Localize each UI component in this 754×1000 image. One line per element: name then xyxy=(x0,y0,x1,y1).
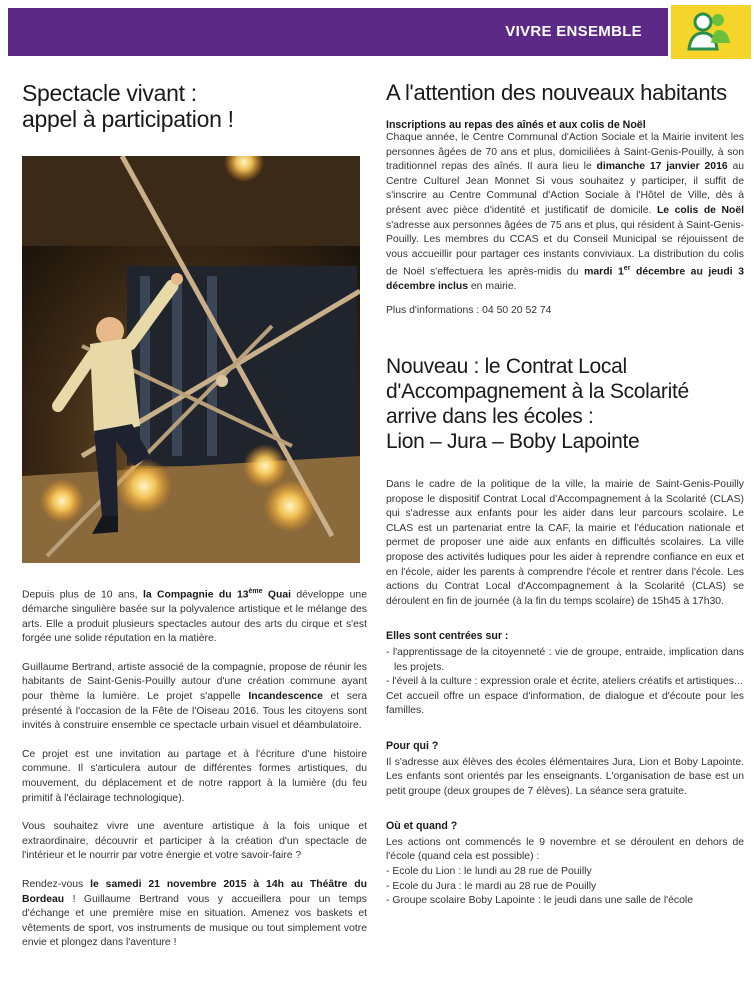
list-item: - l'apprentissage de la citoyenneté : vie de groupe, entraide, implication dans les projets. xyxy=(386,646,744,675)
text-run: au Centre Culturel Jean Monnet Si vous souhaitez y participer, il suffit de s'inscrire au Centre Communal d'Action Sociale à l'Hôtel de Ville, dès à présent avec pièce d'identité et justificatif de domicile. xyxy=(386,161,744,216)
list-item: - l'éveil à la culture : expression orale et écrite, ateliers créatifs et artistiques... xyxy=(386,675,744,690)
text-run: s'adresse aux personnes âgées de 75 ans et plus, qui résident à Saint-Genis-Pouilly. Les membres du CCAS et du Conseil Municipal se réjouissent de vous accueillir pour partager ces instants conviviaux. La distribution du colis de Noël s'effectuera les après-midis du xyxy=(386,219,744,278)
title-line: d'Accompagnement à la Scolarité xyxy=(386,380,689,403)
project-name: Incandescence xyxy=(248,691,323,703)
clas-body xyxy=(386,478,744,909)
list-item: - Ecole du Lion : le lundi au 28 rue de Pouilly xyxy=(386,865,744,880)
paragraph xyxy=(22,661,367,734)
paragraph: Vous souhaitez vivre une aventure artistique à la fois unique et extraordinaire, découvrir et participer à la création d'un spectacle de l'intérieur et le nourrir par votre énergie et votre savoir-faire ? xyxy=(22,821,367,862)
title-line: Nouveau : le Contrat Local xyxy=(386,355,627,378)
paragraph: Il s'adresse aux élèves des écoles élémentaires Jura, Lion et Boby Lapointe. Les enfants sont orientés par les enseignants. L'organisation de base est un petit groupe (deux groupes de 7 élèves). La séance sera gratuite. xyxy=(386,756,744,797)
paragraph xyxy=(22,878,367,951)
section-icon-box xyxy=(671,5,751,59)
title-line: Spectacle vivant : xyxy=(22,80,197,106)
subheading: Elles sont centrées sur : xyxy=(386,630,509,643)
right-column xyxy=(386,62,744,1000)
title-line: appel à participation ! xyxy=(22,106,234,132)
article-title-spectacle xyxy=(22,80,367,132)
title-line: Lion – Jura – Boby Lapointe xyxy=(386,430,640,453)
company-name: la Compagnie du 13 xyxy=(142,589,249,601)
habitants-body xyxy=(386,131,744,295)
paragraph: Ce projet est une invitation au partage et à l'écriture d'une histoire commune. Il s'articulera autour de différentes formes artistiques, du mouvement, du déplacement et de notre rapport à la lumière (du feu primitif à l'éclairage technologique). xyxy=(22,748,367,804)
contact-phone: Plus d'informations : 04 50 20 52 74 xyxy=(386,305,552,316)
performer-photo xyxy=(22,156,360,563)
distribution-date-end: décembre au jeudi 3 décembre inclus xyxy=(386,266,744,293)
article-title-habitants: A l'attention des nouveaux habitants xyxy=(386,80,727,105)
text-run: Depuis plus de 10 ans, xyxy=(22,589,143,601)
event-date: dimanche 17 janvier 2016 xyxy=(596,161,728,173)
company-name-end: Quai xyxy=(262,589,291,601)
list-ou xyxy=(386,865,744,909)
superscript: ème xyxy=(248,588,263,595)
spectacle-body xyxy=(22,585,367,951)
paragraph: Cet accueil offre un espace d'information, de dialogue et d'écoute pour les familles. xyxy=(386,690,744,717)
subheading: Pour qui ? xyxy=(386,739,439,752)
title-line: arrive dans les écoles : xyxy=(386,405,594,428)
list-item: - Groupe scolaire Boby Lapointe : le jeudi dans une salle de l'école xyxy=(386,894,744,909)
text-run: ! Guillaume Bertrand vous y accueillera pour un temps d'échange et une première mise en situation. Amenez vos baskets et vêtements de sport, vos instruments de musique ou tout simplement votre envie et plongez dans l'aventure ! xyxy=(22,893,367,949)
subheading: Où et quand ? xyxy=(386,820,458,833)
colis-label: Le colis de Noël xyxy=(656,204,745,216)
section-bar xyxy=(8,8,668,56)
article-title-clas xyxy=(386,354,744,454)
text-run: Rendez-vous xyxy=(22,878,91,890)
list-item: - Ecole du Jura : le mardi au 28 rue de Pouilly xyxy=(386,880,744,895)
text-run: et sera présenté à l'occasion de la Fête de l'Oiseau 2016. Tous les citoyens sont invités à construire ensemble ce spectacle urbain visuel et déambulatoire. xyxy=(22,691,367,732)
paragraph xyxy=(22,585,367,647)
performer-photo-drawing xyxy=(22,156,360,563)
event-date: le samedi 21 novembre 2015 à 14h au Théâtre du Bordeau xyxy=(22,878,367,905)
text-run: développe une démarche singulière basée sur la polyvalence artistique et le mélange des arts. Elle a produit plusieurs spectacles autour des arts du cirque et s'est forgée une solide réputation en la matière. xyxy=(22,589,367,645)
paragraph xyxy=(386,131,744,295)
distribution-date: mardi 1 xyxy=(584,266,624,278)
text-run: Chaque année, le Centre Communal d'Action Sociale et la Mairie invitent les personnes âgées de 70 ans et plus, domiciliées à Saint-Genis-Pouilly, à son traditionnel repas des aînés. Il aura lieu le xyxy=(386,132,744,173)
paragraph: Les actions ont commencés le 9 novembre et se déroulent en dehors de l'école (quand cela est possible) : xyxy=(386,836,744,863)
section-label: VIVRE ENSEMBLE xyxy=(505,23,642,40)
page-header xyxy=(0,0,754,62)
list-centrees xyxy=(386,646,744,690)
people-icon xyxy=(685,9,735,55)
text-run: en mairie. xyxy=(468,281,517,293)
left-column xyxy=(22,62,367,1000)
subheading: Inscriptions au repas des aînés et aux colis de Noël xyxy=(386,119,646,131)
superscript: er xyxy=(623,265,631,273)
paragraph: Dans le cadre de la politique de la ville, la mairie de Saint-Genis-Pouilly propose le dispositif Contrat Local d'Accompagnement à la Scolarité (CLAS) qui s'adresse aux enfants pour les aider dans leur parcours scolaire. Le CLAS est un partenariat entre la CAF, la mairie et l'éducation nationale et permet de proposer une aide aux enfants en difficultés scolaires. La ville propose des activités ludiques pour les aider à reprendre confiance en eux et en l'école, aider les parents à comprendre l'école et rentrer dans l'école. Les actions du Contrat Local d'Accompagnement à la Scolarité (CLAS) se déroulent en fin de journée (à la fin du temps scolaire) de 15h45 à 17h30. xyxy=(386,479,744,607)
text-run: Guillaume Bertrand, artiste associé de la compagnie, propose de réunir les habitants de Saint-Genis-Pouilly autour d'une création commune ayant pour thème la lumière. Le projet s'appelle xyxy=(22,661,367,703)
